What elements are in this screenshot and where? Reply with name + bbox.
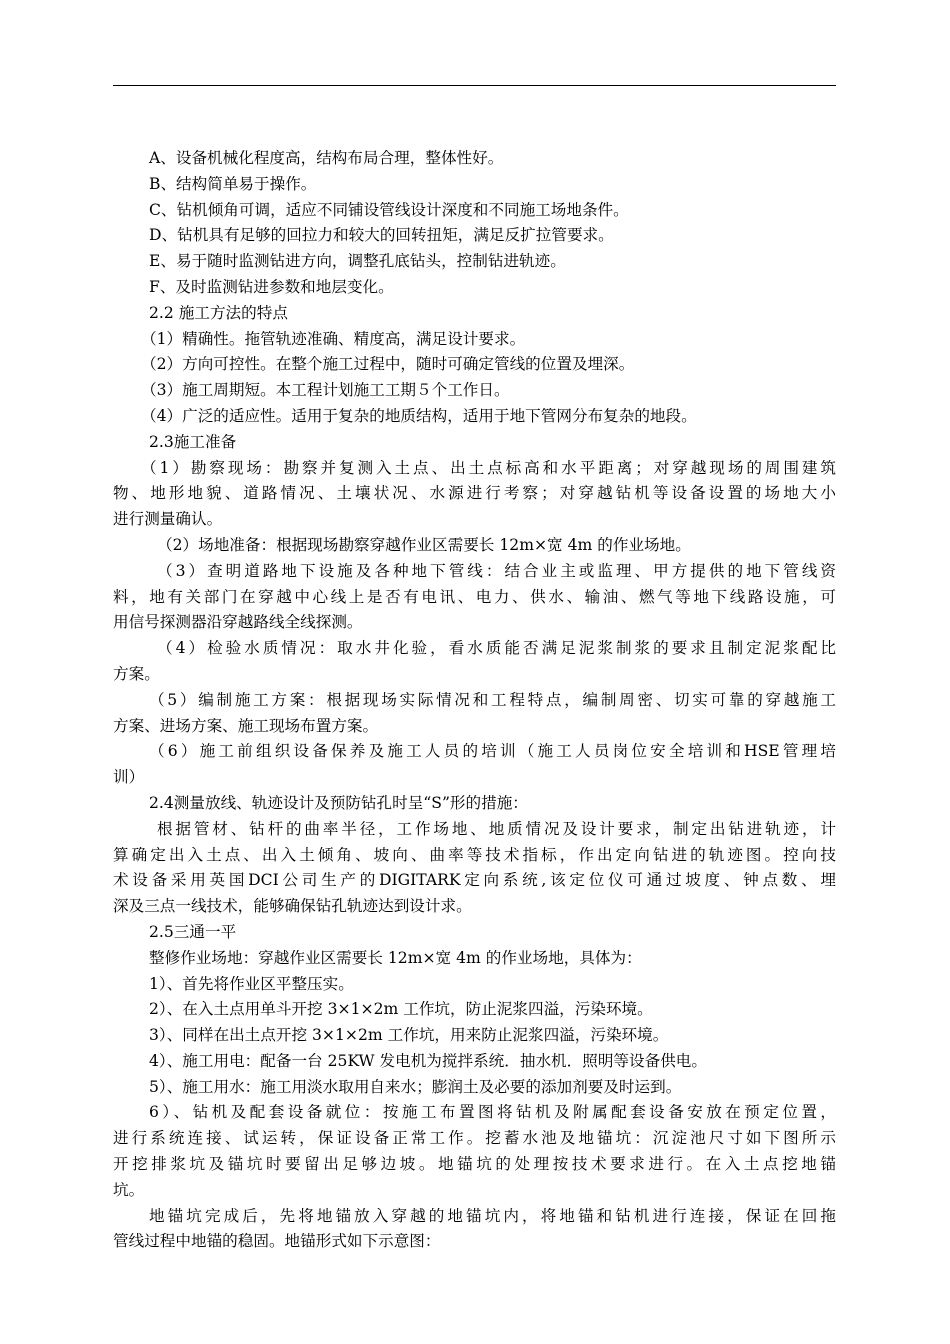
text-line: C、钻机倾角可调，适应不同铺设管线设计深度和不同施工场地条件。	[149, 200, 629, 219]
text-line: （6）施工前组织设备保养及施工人员的培训（施工人员岗位安全培训和HSE管理培	[149, 742, 836, 761]
text-line: 2.2 施工方法的特点	[149, 303, 288, 322]
text-line: 2.3施工准备	[149, 432, 237, 451]
text-line: （2）场地准备：根据现场勘察穿越作业区需要长 12m×宽 4m 的作业场地。	[157, 535, 691, 554]
text-line: 2.5三通一平	[149, 922, 237, 941]
text-line: 2.4测量放线、轨迹设计及预防钻孔时呈“S”形的措施：	[149, 793, 528, 812]
text-line: B、结构简单易于操作。	[149, 174, 317, 193]
text-line: （3）施工周期短。本工程计划施工工期５个工作日。	[141, 381, 510, 400]
text-line: （4）检验水质情况：取水井化验，看水质能否满足泥浆制浆的要求且制定泥浆配比	[157, 639, 836, 658]
text-line: 训）	[113, 768, 145, 787]
text-line: 根据管材、钻杆的曲率半径，工作场地、地质情况及设计要求，制定出钻进轨迹，计	[157, 819, 836, 838]
text-line: （5）编制施工方案：根据现场实际情况和工程特点，编制周密、切实可靠的穿越施工	[149, 690, 836, 709]
text-line: （2）方向可控性。在整个施工过程中，随时可确定管线的位置及埋深。	[141, 355, 635, 374]
text-line: 料，地有关部门在穿越中心线上是否有电讯、电力、供水、输油、燃气等地下线路设施，可	[113, 587, 836, 606]
text-line: 用信号探测器沿穿越路线全线探测。	[113, 613, 363, 632]
text-line: 3）、同样在出土点开挖 3×1×2m 工作坑，用来防止泥浆四溢，污染环境。	[149, 1026, 669, 1045]
text-line: D、钻机具有足够的回拉力和较大的回转扭矩，满足反扩拉管要求。	[149, 226, 614, 245]
text-line: 物、地形地貌、道路情况、土壤状况、水源进行考察；对穿越钻机等设备设置的场地大小	[113, 484, 836, 503]
text-line: 深及三点一线技术，能够确保钻孔轨迹达到设计求。	[113, 897, 472, 916]
text-line: E、易于随时监测钻进方向，调整孔底钻头，控制钻进轨迹。	[149, 252, 566, 271]
text-line: （3）查明道路地下设施及各种地下管线：结合业主或监理、甲方提供的地下管线资	[157, 561, 836, 580]
text-line: 5）、施工用水：施工用淡水取用自来水；膨润土及必要的添加剂要及时运到。	[149, 1077, 682, 1096]
text-line: （1）精确性。拖管轨迹准确、精度高，满足设计要求。	[141, 329, 526, 348]
text-line: 整修作业场地：穿越作业区需要长 12m×宽 4m 的作业场地，具体为：	[149, 948, 642, 967]
document-body	[113, 146, 836, 1255]
text-line: 方案。	[113, 664, 160, 683]
text-line: 进行系统连接、试运转，保证设备正常工作。挖蓄水池及地锚坑：沉淀池尺寸如下图所示	[113, 1129, 836, 1148]
text-line: 6）、钻机及配套设备就位：按施工布置图将钻机及附属配套设备安放在预定位置，	[149, 1103, 836, 1122]
text-line: 地锚坑完成后，先将地锚放入穿越的地锚坑内，将地锚和钻机进行连接，保证在回拖	[149, 1206, 836, 1225]
text-line: 管线过程中地锚的稳固。地锚形式如下示意图：	[113, 1232, 441, 1251]
text-line: 2）、在入土点用单斗开挖 3×1×2m 工作坑，防止泥浆四溢，污染环境。	[149, 1000, 653, 1019]
text-line: 方案、进场方案、施工现场布置方案。	[113, 716, 379, 735]
header-rule	[113, 85, 836, 86]
text-line: 4）、施工用电：配备一台 25KW 发电机为搅拌系统．抽水机．照明等设备供电。	[149, 1051, 707, 1070]
text-line: 坑。	[113, 1180, 145, 1199]
text-line: F、及时监测钻进参数和地层变化。	[149, 277, 394, 296]
text-line: A、设备机械化程度高，结构布局合理，整体性好。	[149, 149, 504, 167]
text-line: （1）勘察现场：勘察并复测入土点、出土点标高和水平距离；对穿越现场的周围建筑	[141, 458, 836, 477]
text-line: 术设备采用英国DCI公司生产的DIGITARK定向系统,该定位仪可通过坡度、钟点数、埋	[113, 871, 836, 890]
text-line: （4）广泛的适应性。适用于复杂的地质结构，适用于地下管网分布复杂的地段。	[141, 406, 697, 425]
text-line: 1）、首先将作业区平整压实。	[149, 974, 354, 993]
text-line: 开挖排浆坑及锚坑时要留出足够边坡。地锚坑的处理按技术要求进行。在入土点挖地锚	[113, 1155, 836, 1174]
text-line: 算确定出入土点、出入土倾角、坡向、曲率等技术指标，作出定向钻进的轨迹图。控向技	[113, 845, 836, 864]
text-line: 进行测量确认。	[113, 510, 223, 529]
